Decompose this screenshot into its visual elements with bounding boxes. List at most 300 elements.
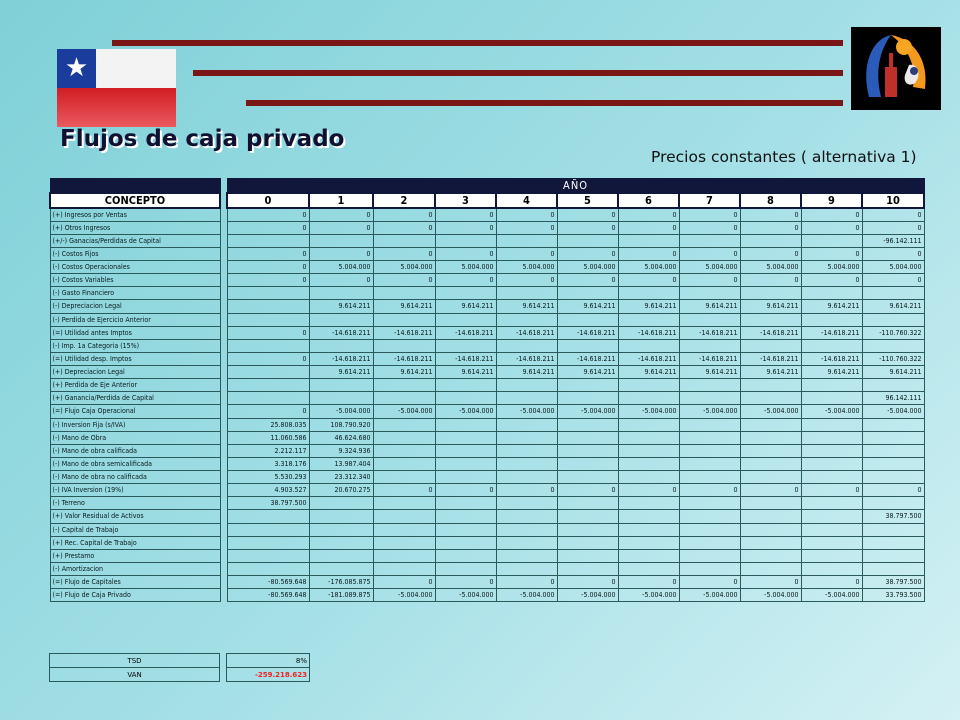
cell-value: [740, 431, 801, 444]
cell-value: [862, 536, 924, 549]
cell-value: [740, 471, 801, 484]
cell-value: [740, 444, 801, 457]
cell-value: [373, 471, 435, 484]
cell-value: [496, 431, 557, 444]
cell-value: [679, 510, 740, 523]
cell-value: -5.004.000: [679, 589, 740, 602]
cell-value: 0: [227, 274, 309, 287]
cell-value: -5.004.000: [862, 405, 924, 418]
cell-value: 9.614.211: [309, 300, 373, 313]
cell-value: [679, 497, 740, 510]
cell-value: -5.004.000: [557, 405, 618, 418]
header-bar-3: [246, 100, 843, 106]
cell-value: [801, 562, 862, 575]
row-label: (-) Costos Fijos: [50, 247, 220, 260]
summary-label: VAN: [50, 668, 220, 682]
cell-value: [740, 510, 801, 523]
cell-value: [227, 549, 309, 562]
cell-value: 0: [435, 247, 496, 260]
cell-value: [862, 379, 924, 392]
cell-value: -14.618.211: [618, 326, 679, 339]
cell-value: [801, 510, 862, 523]
row-label: (-) Gasto Financiero: [50, 287, 220, 300]
cell-value: [557, 287, 618, 300]
row-label: (-) Mano de obra calificada: [50, 444, 220, 457]
cell-value: [496, 457, 557, 470]
cell-value: [496, 549, 557, 562]
cell-value: 0: [801, 247, 862, 260]
cell-value: [309, 536, 373, 549]
cell-value: 9.614.211: [740, 300, 801, 313]
cell-value: 0: [618, 484, 679, 497]
cell-value: [373, 562, 435, 575]
cell-value: [862, 457, 924, 470]
cell-value: [679, 234, 740, 247]
cell-value: [227, 287, 309, 300]
cell-value: [801, 339, 862, 352]
table-row: [50, 549, 924, 562]
cell-value: [309, 313, 373, 326]
cell-value: [679, 471, 740, 484]
cell-value: 0: [862, 274, 924, 287]
cell-value: -110.760.322: [862, 352, 924, 365]
cash-flow-table: [49, 178, 925, 602]
page-subtitle: Precios constantes ( alternativa 1): [651, 148, 917, 166]
cell-value: 0: [496, 484, 557, 497]
cell-value: [679, 287, 740, 300]
table-row: [50, 497, 924, 510]
cell-value: [618, 234, 679, 247]
cell-value: [862, 431, 924, 444]
table-row: [50, 234, 924, 247]
year-col-header: 8: [740, 193, 801, 208]
table-row: [50, 562, 924, 575]
cell-value: -5.004.000: [618, 589, 679, 602]
table-row: [50, 339, 924, 352]
cell-value: [862, 313, 924, 326]
table-row: [50, 471, 924, 484]
summary-row: [50, 668, 310, 682]
cell-value: 9.614.211: [309, 366, 373, 379]
cell-value: 0: [227, 326, 309, 339]
year-col-header: 2: [373, 193, 435, 208]
cell-value: 9.614.211: [801, 366, 862, 379]
cell-value: [862, 549, 924, 562]
cell-value: [801, 457, 862, 470]
cell-value: 5.530.293: [227, 471, 309, 484]
cell-value: 0: [557, 208, 618, 221]
cell-value: [679, 457, 740, 470]
year-col-header: 4: [496, 193, 557, 208]
table-row: [50, 523, 924, 536]
cell-value: 0: [618, 221, 679, 234]
cell-value: [496, 339, 557, 352]
cell-value: [740, 379, 801, 392]
cell-value: [373, 444, 435, 457]
cell-value: [496, 418, 557, 431]
cell-value: [801, 523, 862, 536]
row-label: (+) Valor Residual de Activos: [50, 510, 220, 523]
cell-value: [373, 497, 435, 510]
column-header-row: [50, 193, 924, 208]
row-label: (=) Utilidad desp. Imptos: [50, 352, 220, 365]
cell-value: [801, 392, 862, 405]
cell-value: [309, 379, 373, 392]
cell-value: 9.614.211: [679, 366, 740, 379]
table-row: [50, 405, 924, 418]
cell-value: [373, 234, 435, 247]
row-label: (+) Depreciacion Legal: [50, 366, 220, 379]
cell-value: [373, 379, 435, 392]
cell-value: 0: [227, 261, 309, 274]
cell-value: -14.618.211: [557, 352, 618, 365]
cell-value: [227, 313, 309, 326]
table-row: [50, 261, 924, 274]
row-label: (+) Perdida de Eje Anterior: [50, 379, 220, 392]
table-row: [50, 484, 924, 497]
page-title: Flujos de caja privado: [60, 126, 345, 152]
cell-value: [496, 510, 557, 523]
cell-value: 0: [496, 576, 557, 589]
cell-value: [496, 379, 557, 392]
cell-value: [862, 339, 924, 352]
cell-value: [618, 379, 679, 392]
cell-value: -14.618.211: [740, 352, 801, 365]
cell-value: 0: [309, 274, 373, 287]
cell-value: [740, 562, 801, 575]
cell-value: 9.614.211: [373, 300, 435, 313]
cell-value: [227, 366, 309, 379]
cell-value: [496, 562, 557, 575]
cell-value: -110.760.322: [862, 326, 924, 339]
cell-value: [740, 418, 801, 431]
cell-value: [618, 497, 679, 510]
cell-value: 38.797.500: [862, 510, 924, 523]
row-label: (+) Ingresos por Ventas: [50, 208, 220, 221]
cell-value: [618, 510, 679, 523]
row-label: (-) Imp. 1a Categoria (15%): [50, 339, 220, 352]
table-row: [50, 300, 924, 313]
cell-value: 0: [309, 208, 373, 221]
cell-value: [309, 392, 373, 405]
cell-value: -14.618.211: [496, 326, 557, 339]
cell-value: [309, 510, 373, 523]
cell-value: [496, 444, 557, 457]
year-col-header: 9: [801, 193, 862, 208]
cell-value: 5.004.000: [740, 261, 801, 274]
row-label: (+) Rec. Capital de Trabajo: [50, 536, 220, 549]
cell-value: [862, 562, 924, 575]
cell-value: 0: [862, 221, 924, 234]
cell-value: [618, 471, 679, 484]
cell-value: 96.142.111: [862, 392, 924, 405]
cell-value: 9.614.211: [373, 366, 435, 379]
row-label: (+) Ganancia/Perdida de Capital: [50, 392, 220, 405]
cell-value: [557, 379, 618, 392]
cell-value: [227, 562, 309, 575]
cell-value: 5.004.000: [373, 261, 435, 274]
cell-value: -5.004.000: [801, 405, 862, 418]
cell-value: 0: [801, 274, 862, 287]
cell-value: 0: [618, 576, 679, 589]
cell-value: [435, 379, 496, 392]
cell-value: 5.004.000: [862, 261, 924, 274]
cell-value: -5.004.000: [373, 589, 435, 602]
cell-value: [435, 392, 496, 405]
cell-value: 9.614.211: [496, 300, 557, 313]
cell-value: 9.614.211: [557, 300, 618, 313]
cell-value: -14.618.211: [435, 326, 496, 339]
cell-value: [740, 313, 801, 326]
year-col-header: 5: [557, 193, 618, 208]
cell-value: -5.004.000: [309, 405, 373, 418]
cell-value: [679, 379, 740, 392]
cell-value: [227, 510, 309, 523]
cell-value: 2.212.117: [227, 444, 309, 457]
cell-value: 9.614.211: [435, 300, 496, 313]
cell-value: [801, 313, 862, 326]
cell-value: 13.987.404: [309, 457, 373, 470]
cell-value: [740, 549, 801, 562]
cell-value: 0: [679, 221, 740, 234]
concept-header: CONCEPTO: [50, 193, 220, 208]
cell-value: 0: [435, 274, 496, 287]
cell-value: [801, 471, 862, 484]
row-label: (+) Otros Ingresos: [50, 221, 220, 234]
table-row: [50, 510, 924, 523]
cell-value: [801, 287, 862, 300]
cell-value: -14.618.211: [557, 326, 618, 339]
header-bar-2: [193, 70, 843, 76]
row-label: (-) Mano de Obra: [50, 431, 220, 444]
cell-value: [557, 444, 618, 457]
cell-value: 4.903.527: [227, 484, 309, 497]
cell-value: [801, 418, 862, 431]
table-row: [50, 444, 924, 457]
cell-value: 9.614.211: [740, 366, 801, 379]
cell-value: 0: [740, 576, 801, 589]
summary-value: 8%: [227, 654, 310, 668]
table-row: [50, 418, 924, 431]
summary-value: -259.218.623: [227, 668, 310, 682]
row-label: (-) Costos Operacionales: [50, 261, 220, 274]
cell-value: 11.060.586: [227, 431, 309, 444]
cell-value: -5.004.000: [435, 405, 496, 418]
cell-value: [227, 339, 309, 352]
row-label: (+/-) Ganacias/Perdidas de Capital: [50, 234, 220, 247]
cell-value: [435, 549, 496, 562]
table-row: [50, 352, 924, 365]
cell-value: [740, 497, 801, 510]
cell-value: [862, 444, 924, 457]
cell-value: [679, 339, 740, 352]
cell-value: [557, 392, 618, 405]
row-label: (-) Costos Variables: [50, 274, 220, 287]
cell-value: 0: [679, 208, 740, 221]
cell-value: 0: [373, 274, 435, 287]
cell-value: [679, 431, 740, 444]
cell-value: 0: [435, 221, 496, 234]
cell-value: [679, 444, 740, 457]
cell-value: [679, 523, 740, 536]
cell-value: [801, 444, 862, 457]
cell-value: 3.318.176: [227, 457, 309, 470]
table-row: [50, 247, 924, 260]
cell-value: 9.614.211: [435, 366, 496, 379]
table-row: [50, 366, 924, 379]
cell-value: -5.004.000: [679, 405, 740, 418]
cell-value: -14.618.211: [309, 326, 373, 339]
cell-value: [309, 549, 373, 562]
year-col-header: 1: [309, 193, 373, 208]
year-col-header: 3: [435, 193, 496, 208]
table-row: [50, 589, 924, 602]
cell-value: 0: [309, 247, 373, 260]
cell-value: -80.569.648: [227, 589, 309, 602]
cell-value: [435, 418, 496, 431]
cell-value: -14.618.211: [373, 326, 435, 339]
cell-value: 9.614.211: [496, 366, 557, 379]
cell-value: [373, 313, 435, 326]
cell-value: [496, 536, 557, 549]
cell-value: [309, 523, 373, 536]
cell-value: [435, 313, 496, 326]
cell-value: 0: [373, 221, 435, 234]
cell-value: [618, 339, 679, 352]
cell-value: 0: [862, 247, 924, 260]
cell-value: [227, 523, 309, 536]
cell-value: [496, 471, 557, 484]
cell-value: [801, 497, 862, 510]
cell-value: [496, 497, 557, 510]
row-label: (-) Mano de obra no calificada: [50, 471, 220, 484]
cell-value: -5.004.000: [496, 405, 557, 418]
cell-value: [557, 471, 618, 484]
cell-value: [435, 562, 496, 575]
cell-value: [435, 457, 496, 470]
table-row: [50, 576, 924, 589]
cell-value: [679, 562, 740, 575]
cell-value: 0: [618, 274, 679, 287]
cell-value: [309, 234, 373, 247]
cell-value: [309, 339, 373, 352]
cell-value: [435, 536, 496, 549]
cell-value: [557, 431, 618, 444]
cell-value: 0: [679, 576, 740, 589]
table-row: [50, 392, 924, 405]
cell-value: [557, 497, 618, 510]
cell-value: 0: [618, 208, 679, 221]
cell-value: [618, 562, 679, 575]
cell-value: [309, 562, 373, 575]
cell-value: [618, 418, 679, 431]
cell-value: -14.618.211: [679, 326, 740, 339]
cell-value: [801, 536, 862, 549]
cell-value: 0: [227, 208, 309, 221]
cell-value: [373, 392, 435, 405]
cell-value: 9.614.211: [862, 366, 924, 379]
cell-value: 0: [801, 484, 862, 497]
cell-value: 0: [740, 274, 801, 287]
cell-value: -14.618.211: [309, 352, 373, 365]
cell-value: -14.618.211: [679, 352, 740, 365]
cell-value: [309, 497, 373, 510]
cell-value: [740, 287, 801, 300]
row-label: (=) Flujo Caja Operacional: [50, 405, 220, 418]
cell-value: [557, 418, 618, 431]
cell-value: [740, 457, 801, 470]
row-label: (+) Prestamo: [50, 549, 220, 562]
cell-value: -5.004.000: [557, 589, 618, 602]
row-label: (-) Capital de Trabajo: [50, 523, 220, 536]
cell-value: 9.614.211: [557, 366, 618, 379]
cell-value: [557, 313, 618, 326]
cell-value: [862, 471, 924, 484]
row-label: (-) Terreno: [50, 497, 220, 510]
cell-value: 0: [740, 221, 801, 234]
cell-value: 0: [801, 576, 862, 589]
cell-value: 0: [496, 221, 557, 234]
cell-value: 33.793.500: [862, 589, 924, 602]
cell-value: [740, 523, 801, 536]
row-label: (=) Flujo de Capitales: [50, 576, 220, 589]
table-row: [50, 379, 924, 392]
cell-value: 108.790.920: [309, 418, 373, 431]
row-label: (-) Perdida de Ejercicio Anterior: [50, 313, 220, 326]
cell-value: [618, 549, 679, 562]
cell-value: [801, 234, 862, 247]
cell-value: [227, 300, 309, 313]
cell-value: 0: [801, 221, 862, 234]
cell-value: [435, 287, 496, 300]
row-label: (-) Amortizacion: [50, 562, 220, 575]
cell-value: 0: [496, 208, 557, 221]
summary-row: [50, 654, 310, 668]
cell-value: 46.624.680: [309, 431, 373, 444]
cell-value: 9.614.211: [862, 300, 924, 313]
cell-value: 0: [309, 221, 373, 234]
cell-value: [227, 379, 309, 392]
cell-value: [740, 234, 801, 247]
row-label: (-) Inversion Fija (s/IVA): [50, 418, 220, 431]
cell-value: 0: [740, 247, 801, 260]
cell-value: [557, 523, 618, 536]
cell-value: -14.618.211: [740, 326, 801, 339]
cell-value: [557, 457, 618, 470]
cell-value: 0: [227, 352, 309, 365]
cell-value: 0: [740, 208, 801, 221]
year-header: AÑO: [227, 179, 924, 194]
cell-value: [496, 234, 557, 247]
cell-value: [496, 392, 557, 405]
cell-value: [679, 536, 740, 549]
cell-value: [862, 523, 924, 536]
cell-value: 38.797.500: [227, 497, 309, 510]
cell-value: -96.142.111: [862, 234, 924, 247]
cell-value: 5.004.000: [679, 261, 740, 274]
cell-value: [227, 234, 309, 247]
cell-value: 9.614.211: [801, 300, 862, 313]
cell-value: 0: [435, 576, 496, 589]
cell-value: 0: [227, 247, 309, 260]
cell-value: [801, 549, 862, 562]
cell-value: 0: [227, 221, 309, 234]
table-row: [50, 457, 924, 470]
year-col-header: 0: [227, 193, 309, 208]
cell-value: [373, 510, 435, 523]
cell-value: [435, 471, 496, 484]
row-label: (-) Depreciacion Legal: [50, 300, 220, 313]
